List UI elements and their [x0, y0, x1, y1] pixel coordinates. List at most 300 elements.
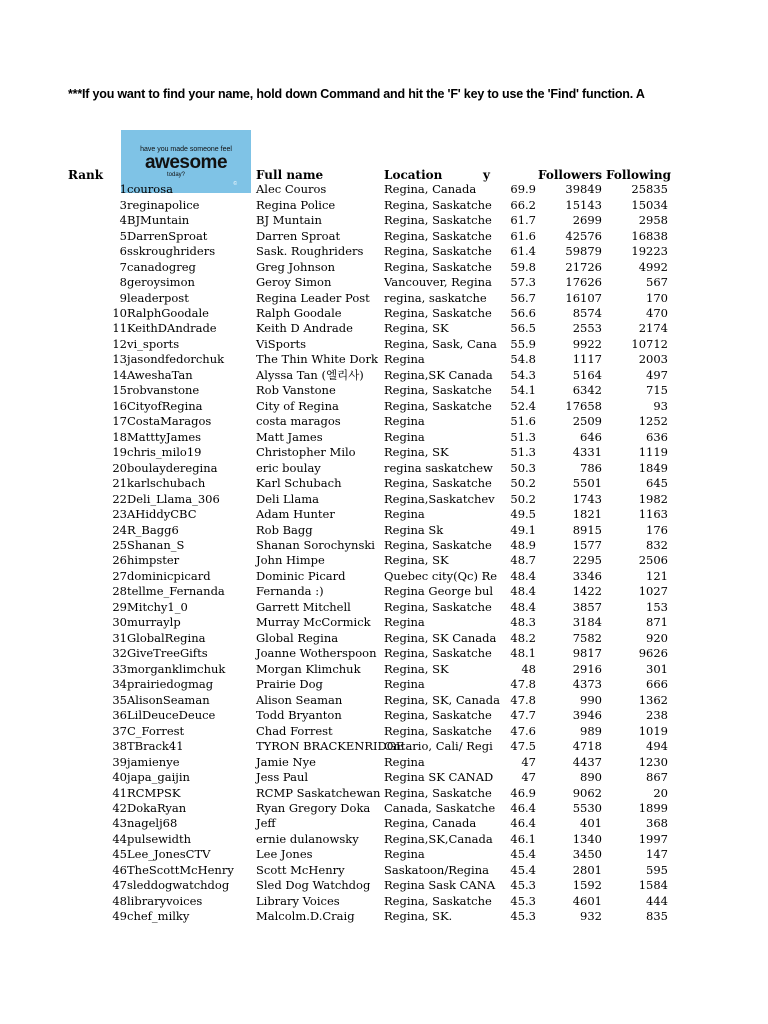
table-row	[68, 538, 668, 553]
table-row	[68, 646, 668, 661]
score-cell: 46.1	[510, 831, 536, 846]
score-cell: 56.5	[510, 321, 536, 336]
full-name-cell: Darren Sproat	[256, 228, 341, 243]
logo-line-2: awesome	[144, 152, 228, 173]
followers-cell: 4437	[572, 754, 602, 769]
following-cell: 1982	[638, 491, 668, 506]
score-cell: 48.7	[510, 553, 536, 568]
rank-cell: 33	[112, 661, 127, 676]
full-name-cell: Garrett Mitchell	[256, 599, 351, 614]
score-cell: 46.4	[510, 816, 536, 831]
location-cell: Regina, Saskatche	[384, 228, 492, 243]
rank-cell: 45	[112, 847, 127, 862]
username-cell: CityofRegina	[127, 398, 203, 413]
rank-cell: 3	[119, 197, 127, 212]
rank-cell: 4	[119, 213, 127, 228]
followers-cell: 2916	[572, 661, 602, 676]
location-cell: Regina, SK Canada	[384, 630, 497, 645]
location-cell: Regina	[384, 754, 425, 769]
followers-cell: 3946	[572, 708, 602, 723]
username-cell: murraylp	[127, 615, 181, 630]
full-name-cell: Joanne Wotherspoon	[256, 646, 377, 661]
score-cell: 61.4	[510, 244, 536, 259]
score-cell: 45.4	[510, 862, 536, 877]
location-cell: Regina	[384, 615, 425, 630]
table-row	[68, 368, 668, 383]
following-cell: 1362	[638, 692, 668, 707]
username-cell: reginapolice	[127, 197, 200, 212]
header-rank: Rank	[68, 168, 104, 182]
location-cell: Regina	[384, 414, 425, 429]
username-cell: AlisonSeaman	[127, 692, 210, 707]
table-row	[68, 259, 668, 274]
followers-cell: 4718	[572, 739, 602, 754]
followers-cell: 3450	[572, 847, 602, 862]
table-row	[68, 816, 668, 831]
table-row	[68, 275, 668, 290]
score-cell: 47.5	[510, 739, 536, 754]
followers-cell: 646	[580, 429, 602, 444]
rank-cell: 22	[112, 491, 127, 506]
followers-cell: 1340	[572, 831, 602, 846]
rank-cell: 25	[112, 538, 127, 553]
rank-cell: 17	[112, 414, 127, 429]
username-cell: BJMuntain	[127, 213, 190, 228]
table-row	[68, 321, 668, 336]
username-cell: leaderpost	[127, 290, 189, 305]
rank-cell: 31	[112, 630, 127, 645]
following-cell: 636	[646, 429, 668, 444]
leaderboard-table	[68, 182, 668, 925]
location-cell: Regina, Sask, Cana	[384, 336, 497, 351]
full-name-cell: Fernanda :)	[256, 584, 324, 599]
following-cell: 444	[646, 893, 668, 908]
full-name-cell: Scott McHenry	[256, 862, 345, 877]
table-row	[68, 476, 668, 491]
table-row	[68, 909, 668, 924]
rank-cell: 37	[112, 723, 127, 738]
username-cell: himpster	[127, 553, 180, 568]
username-cell: chef_milky	[127, 909, 190, 924]
full-name-cell: Sask. Roughriders	[256, 244, 364, 259]
score-cell: 47.8	[510, 692, 536, 707]
full-name-cell: Morgan Klimchuk	[256, 661, 361, 676]
full-name-cell: TYRON BRACKENRIDGE	[256, 739, 405, 754]
table-row	[68, 290, 668, 305]
full-name-cell: Lee Jones	[256, 847, 313, 862]
rank-cell: 38	[112, 739, 127, 754]
location-cell: Regina, Canada	[384, 816, 477, 831]
table-row	[68, 692, 668, 707]
username-cell: libraryvoices	[127, 893, 203, 908]
score-cell: 54.3	[510, 367, 536, 382]
followers-cell: 2295	[572, 553, 602, 568]
username-cell: DarrenSproat	[127, 228, 208, 243]
full-name-cell: Geroy Simon	[256, 275, 332, 290]
location-cell: Regina	[384, 677, 425, 692]
score-cell: 57.3	[510, 275, 536, 290]
table-row	[68, 228, 668, 243]
following-cell: 871	[646, 615, 668, 630]
followers-cell: 3857	[572, 599, 602, 614]
location-cell: regina saskatchew	[384, 460, 493, 475]
username-cell: nagelj68	[127, 816, 178, 831]
username-cell: TBrack41	[127, 739, 184, 754]
rank-cell: 11	[112, 321, 127, 336]
score-cell: 51.6	[510, 414, 536, 429]
full-name-cell: City of Regina	[256, 398, 339, 413]
location-cell: Regina, SK	[384, 445, 449, 460]
full-name-cell: Matt James	[256, 429, 323, 444]
location-cell: Regina Sask CANA	[384, 878, 496, 893]
table-row	[68, 847, 668, 862]
rank-cell: 28	[112, 584, 127, 599]
followers-cell: 1821	[572, 507, 602, 522]
username-cell: japa_gaijin	[127, 770, 190, 785]
table-row	[68, 306, 668, 321]
full-name-cell: Christopher Milo	[256, 445, 356, 460]
followers-cell: 4331	[572, 445, 602, 460]
score-cell: 59.8	[510, 259, 536, 274]
username-cell: robvanstone	[127, 383, 200, 398]
table-row	[68, 460, 668, 475]
table-row	[68, 631, 668, 646]
username-cell: Mitchy1_0	[127, 599, 188, 614]
full-name-cell: Deli Llama	[256, 491, 319, 506]
score-cell: 45.3	[510, 878, 536, 893]
username-cell: GiveTreeGifts	[127, 646, 208, 661]
following-cell: 170	[646, 290, 668, 305]
score-cell: 50.2	[510, 491, 536, 506]
full-name-cell: Todd Bryanton	[256, 708, 342, 723]
username-cell: KeithDAndrade	[127, 321, 217, 336]
username-cell: AweshaTan	[127, 367, 193, 382]
location-cell: Regina, Saskatche	[384, 893, 492, 908]
location-cell: Vancouver, Regina	[384, 275, 492, 290]
username-cell: geroysimon	[127, 275, 195, 290]
full-name-cell: RCMP Saskatchewan	[256, 785, 381, 800]
location-cell: Regina, Saskatche	[384, 398, 492, 413]
followers-cell: 932	[580, 909, 602, 924]
followers-cell: 15143	[565, 197, 602, 212]
full-name-cell: Greg Johnson	[256, 259, 336, 274]
score-cell: 48.4	[510, 599, 536, 614]
score-cell: 61.6	[510, 228, 536, 243]
header-followers: Followers	[538, 168, 603, 182]
username-cell: RalphGoodale	[127, 305, 209, 320]
following-cell: 666	[646, 677, 668, 692]
full-name-cell: Keith D Andrade	[256, 321, 353, 336]
followers-cell: 9817	[572, 646, 602, 661]
rank-cell: 35	[112, 692, 127, 707]
followers-cell: 5530	[572, 800, 602, 815]
full-name-cell: ernie dulanowsky	[256, 831, 359, 846]
followers-cell: 1577	[572, 538, 602, 553]
score-cell: 51.3	[510, 429, 536, 444]
following-cell: 147	[646, 847, 668, 862]
following-cell: 20	[653, 785, 668, 800]
location-cell: Regina,SK,Canada	[384, 831, 493, 846]
location-cell: Regina	[384, 352, 425, 367]
following-cell: 1252	[638, 414, 668, 429]
table-row	[68, 894, 668, 909]
score-cell: 47.8	[510, 677, 536, 692]
followers-cell: 5164	[572, 367, 602, 382]
full-name-cell: Regina Police	[256, 197, 336, 212]
score-cell: 45.3	[510, 909, 536, 924]
rank-cell: 8	[119, 275, 127, 290]
username-cell: C_Forrest	[127, 723, 185, 738]
score-cell: 54.1	[510, 383, 536, 398]
followers-cell: 990	[580, 692, 602, 707]
full-name-cell: Rob Bagg	[256, 522, 313, 537]
following-cell: 121	[646, 568, 668, 583]
score-cell: 52.4	[510, 398, 536, 413]
rank-cell: 18	[112, 429, 127, 444]
following-cell: 715	[646, 383, 668, 398]
following-cell: 19223	[631, 244, 668, 259]
full-name-cell: Dominic Picard	[256, 568, 346, 583]
followers-cell: 16107	[565, 290, 602, 305]
full-name-cell: Library Voices	[256, 893, 340, 908]
followers-cell: 786	[580, 460, 602, 475]
table-row	[68, 739, 668, 754]
table-row	[68, 723, 668, 738]
rank-cell: 16	[112, 398, 127, 413]
username-cell: chris_milo19	[127, 445, 202, 460]
rank-cell: 7	[119, 259, 127, 274]
location-cell: Regina, Saskatche	[384, 538, 492, 553]
username-cell: boulayderegina	[127, 460, 218, 475]
location-cell: Regina,SK Canada	[384, 367, 493, 382]
table-row	[68, 399, 668, 414]
header-following: Following	[606, 168, 671, 182]
full-name-cell: Adam Hunter	[256, 507, 335, 522]
following-cell: 301	[646, 661, 668, 676]
rank-cell: 39	[112, 754, 127, 769]
location-cell: Regina George bul	[384, 584, 494, 599]
followers-cell: 8574	[572, 305, 602, 320]
username-cell: Deli_Llama_306	[127, 491, 220, 506]
followers-cell: 9062	[572, 785, 602, 800]
followers-cell: 989	[580, 723, 602, 738]
username-cell: sleddogwatchdog	[127, 878, 230, 893]
rank-cell: 9	[119, 290, 127, 305]
table-row	[68, 553, 668, 568]
following-cell: 176	[646, 522, 668, 537]
location-cell: Canada, Saskatche	[384, 800, 496, 815]
following-cell: 1019	[638, 723, 668, 738]
username-cell: AHiddyCBC	[127, 507, 197, 522]
username-cell: tellme_Fernanda	[127, 584, 225, 599]
header-full-name: Full name	[256, 168, 324, 182]
username-cell: vi_sports	[127, 336, 180, 351]
followers-cell: 3184	[572, 615, 602, 630]
table-row	[68, 445, 668, 460]
table-row	[68, 197, 668, 212]
table-row	[68, 832, 668, 847]
username-cell: LilDeuceDeuce	[127, 708, 216, 723]
full-name-cell: Prairie Dog	[256, 677, 323, 692]
username-cell: jamienye	[127, 754, 180, 769]
full-name-cell: Malcolm.D.Craig	[256, 909, 355, 924]
score-cell: 47	[521, 770, 536, 785]
full-name-cell: John Himpe	[256, 553, 325, 568]
table-row	[68, 754, 668, 769]
score-cell: 66.2	[510, 197, 536, 212]
username-cell: morganklimchuk	[127, 661, 226, 676]
following-cell: 2003	[638, 352, 668, 367]
following-cell: 4992	[638, 259, 668, 274]
following-cell: 567	[646, 275, 668, 290]
rank-cell: 15	[112, 383, 127, 398]
score-cell: 48.1	[510, 646, 536, 661]
followers-cell: 17658	[565, 398, 602, 413]
followers-cell: 1117	[572, 352, 602, 367]
score-cell: 48.4	[510, 568, 536, 583]
followers-cell: 2509	[572, 414, 602, 429]
full-name-cell: Alison Seaman	[256, 692, 343, 707]
followers-cell: 21726	[565, 259, 602, 274]
full-name-cell: ViSports	[256, 336, 306, 351]
rank-cell: 27	[112, 568, 127, 583]
full-name-cell: Regina Leader Post	[256, 290, 370, 305]
username-cell: GlobalRegina	[127, 630, 206, 645]
following-cell: 16838	[631, 228, 668, 243]
score-cell: 47.7	[510, 708, 536, 723]
table-row	[68, 584, 668, 599]
rank-cell: 46	[112, 862, 127, 877]
rank-cell: 29	[112, 599, 127, 614]
rank-cell: 47	[112, 878, 127, 893]
location-cell: Regina, Saskatche	[384, 383, 492, 398]
score-cell: 48	[521, 661, 536, 676]
score-cell: 54.8	[510, 352, 536, 367]
rank-cell: 41	[112, 785, 127, 800]
find-instructions-note: ***If you want to find your name, hold down Command and hit the 'F' key to use the 'Find' function. A	[68, 87, 645, 101]
following-cell: 93	[653, 398, 668, 413]
rank-cell: 24	[112, 522, 127, 537]
following-cell: 1230	[638, 754, 668, 769]
table-row	[68, 352, 668, 367]
location-cell: Ontario, Cali/ Regi	[384, 739, 493, 754]
score-cell: 46.4	[510, 800, 536, 815]
table-row	[68, 863, 668, 878]
username-cell: Lee_JonesCTV	[127, 847, 211, 862]
score-cell: 45.4	[510, 847, 536, 862]
location-cell: Quebec city(Qc) Re	[384, 568, 498, 583]
header-location: Location	[384, 168, 443, 182]
followers-cell: 4601	[572, 893, 602, 908]
username-cell: courosa	[127, 182, 173, 197]
location-cell: Regina, Canada	[384, 182, 477, 197]
table-row	[68, 569, 668, 584]
rank-cell: 21	[112, 476, 127, 491]
username-cell: sskroughriders	[127, 244, 216, 259]
table-row	[68, 182, 668, 197]
rank-cell: 13	[112, 352, 127, 367]
score-cell: 56.6	[510, 305, 536, 320]
score-cell: 48.3	[510, 615, 536, 630]
username-cell: pulsewidth	[127, 831, 192, 846]
table-row	[68, 244, 668, 259]
location-cell: Regina, SK.	[384, 909, 453, 924]
full-name-cell: eric boulay	[256, 460, 321, 475]
location-cell: Saskatoon/Regina	[384, 862, 489, 877]
following-cell: 1163	[638, 507, 668, 522]
followers-cell: 2801	[572, 862, 602, 877]
rank-cell: 20	[112, 460, 127, 475]
following-cell: 867	[646, 770, 668, 785]
rank-cell: 32	[112, 646, 127, 661]
score-cell: 46.9	[510, 785, 536, 800]
rank-cell: 36	[112, 708, 127, 723]
username-cell: RCMPSK	[127, 785, 181, 800]
rank-cell: 14	[112, 367, 127, 382]
username-cell: Shanan_S	[127, 538, 185, 553]
table-row	[68, 770, 668, 785]
location-cell: Regina Sk	[384, 522, 444, 537]
location-cell: Regina, Saskatche	[384, 197, 492, 212]
following-cell: 238	[646, 708, 668, 723]
table-row	[68, 507, 668, 522]
location-cell: Regina, SK	[384, 321, 449, 336]
logo-line-3: today?	[167, 172, 186, 178]
following-cell: 2506	[638, 553, 668, 568]
location-cell: regina, saskatche	[384, 290, 487, 305]
table-row	[68, 491, 668, 506]
table-row	[68, 662, 668, 677]
username-cell: dominicpicard	[127, 568, 211, 583]
score-cell: 48.2	[510, 630, 536, 645]
followers-cell: 3346	[572, 568, 602, 583]
rank-cell: 26	[112, 553, 127, 568]
following-cell: 1584	[638, 878, 668, 893]
username-cell: R_Bagg6	[127, 522, 179, 537]
table-row	[68, 878, 668, 893]
full-name-cell: The Thin White Dork	[256, 352, 378, 367]
full-name-cell: Ryan Gregory Doka	[256, 800, 371, 815]
followers-cell: 42576	[565, 228, 602, 243]
full-name-cell: Chad Forrest	[256, 723, 333, 738]
location-cell: Regina, Saskatche	[384, 305, 492, 320]
score-cell: 45.3	[510, 893, 536, 908]
following-cell: 1899	[638, 800, 668, 815]
full-name-cell: Sled Dog Watchdog	[256, 878, 371, 893]
full-name-cell: Ralph Goodale	[256, 305, 342, 320]
rank-cell: 43	[112, 816, 127, 831]
full-name-cell: Rob Vanstone	[256, 383, 336, 398]
rank-cell: 42	[112, 800, 127, 815]
followers-cell: 890	[580, 770, 602, 785]
table-row	[68, 213, 668, 228]
logo-line-1: have you made someone feel	[140, 146, 232, 153]
location-cell: Regina, SK, Canada	[384, 692, 500, 707]
full-name-cell: Global Regina	[256, 630, 339, 645]
rank-cell: 40	[112, 770, 127, 785]
following-cell: 2958	[638, 213, 668, 228]
score-cell: 61.7	[510, 213, 536, 228]
followers-cell: 9922	[572, 336, 602, 351]
rank-cell: 12	[112, 336, 127, 351]
followers-cell: 401	[580, 816, 602, 831]
location-cell: Regina, Saskatche	[384, 259, 492, 274]
following-cell: 25835	[631, 182, 668, 197]
table-row	[68, 801, 668, 816]
location-cell: Regina	[384, 847, 425, 862]
username-cell: prairiedogmag	[127, 677, 214, 692]
full-name-cell: Karl Schubach	[256, 476, 342, 491]
